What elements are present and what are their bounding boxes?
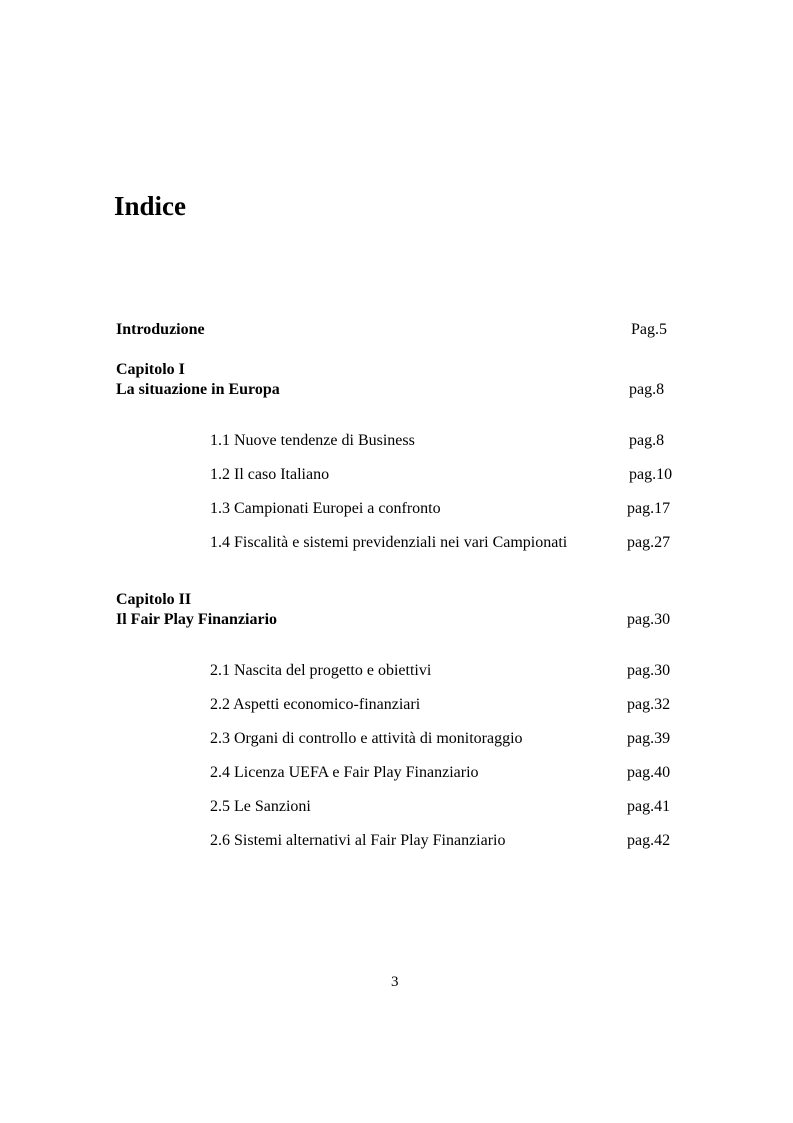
- chapter-1-page: pag.8: [629, 381, 665, 398]
- toc-section-2-3-page: pag.39: [627, 730, 671, 747]
- toc-section-2-2-page: pag.32: [627, 696, 671, 713]
- toc-intro-label: Introduzione: [116, 321, 205, 338]
- toc-section-1-4-page: pag.27: [627, 534, 671, 551]
- toc-section-2-4-page: pag.40: [627, 764, 671, 781]
- toc-section-1-3: 1.3 Campionati Europei a confronto: [210, 500, 441, 517]
- toc-section-2-5: 2.5 Le Sanzioni: [210, 798, 311, 815]
- toc-section-1-2: 1.2 Il caso Italiano: [210, 466, 330, 483]
- page-number: 3: [391, 974, 399, 990]
- toc-section-1-2-page: pag.10: [629, 466, 673, 483]
- toc-section-2-6-page: pag.42: [627, 832, 671, 849]
- chapter-1-title: La situazione in Europa: [116, 381, 280, 398]
- toc-section-2-3: 2.3 Organi di controllo e attività di monitoraggio: [210, 730, 523, 747]
- toc-section-2-1-page: pag.30: [627, 662, 671, 679]
- toc-section-2-2: 2.2 Aspetti economico-finanziari: [210, 696, 421, 713]
- chapter-2-page: pag.30: [627, 611, 671, 628]
- toc-section-2-5-page: pag.41: [627, 798, 671, 815]
- chapter-2-heading: Capitolo II: [116, 591, 192, 608]
- chapter-2-title: Il Fair Play Finanziario: [116, 611, 278, 628]
- page-title: Indice: [114, 191, 187, 221]
- toc-section-1-4: 1.4 Fiscalità e sistemi previdenziali nei vari Campionati: [210, 534, 568, 551]
- toc-section-1-1-page: pag.8: [629, 432, 665, 449]
- toc-section-1-1: 1.1 Nuove tendenze di Business: [210, 432, 415, 449]
- toc-section-2-6: 2.6 Sistemi alternativi al Fair Play Finanziario: [210, 832, 506, 849]
- toc-section-1-3-page: pag.17: [627, 500, 671, 517]
- toc-section-2-4: 2.4 Licenza UEFA e Fair Play Finanziario: [210, 764, 479, 781]
- toc-section-2-1: 2.1 Nascita del progetto e obiettivi: [210, 662, 432, 679]
- toc-intro-page: Pag.5: [631, 321, 667, 338]
- chapter-1-heading: Capitolo I: [116, 361, 185, 378]
